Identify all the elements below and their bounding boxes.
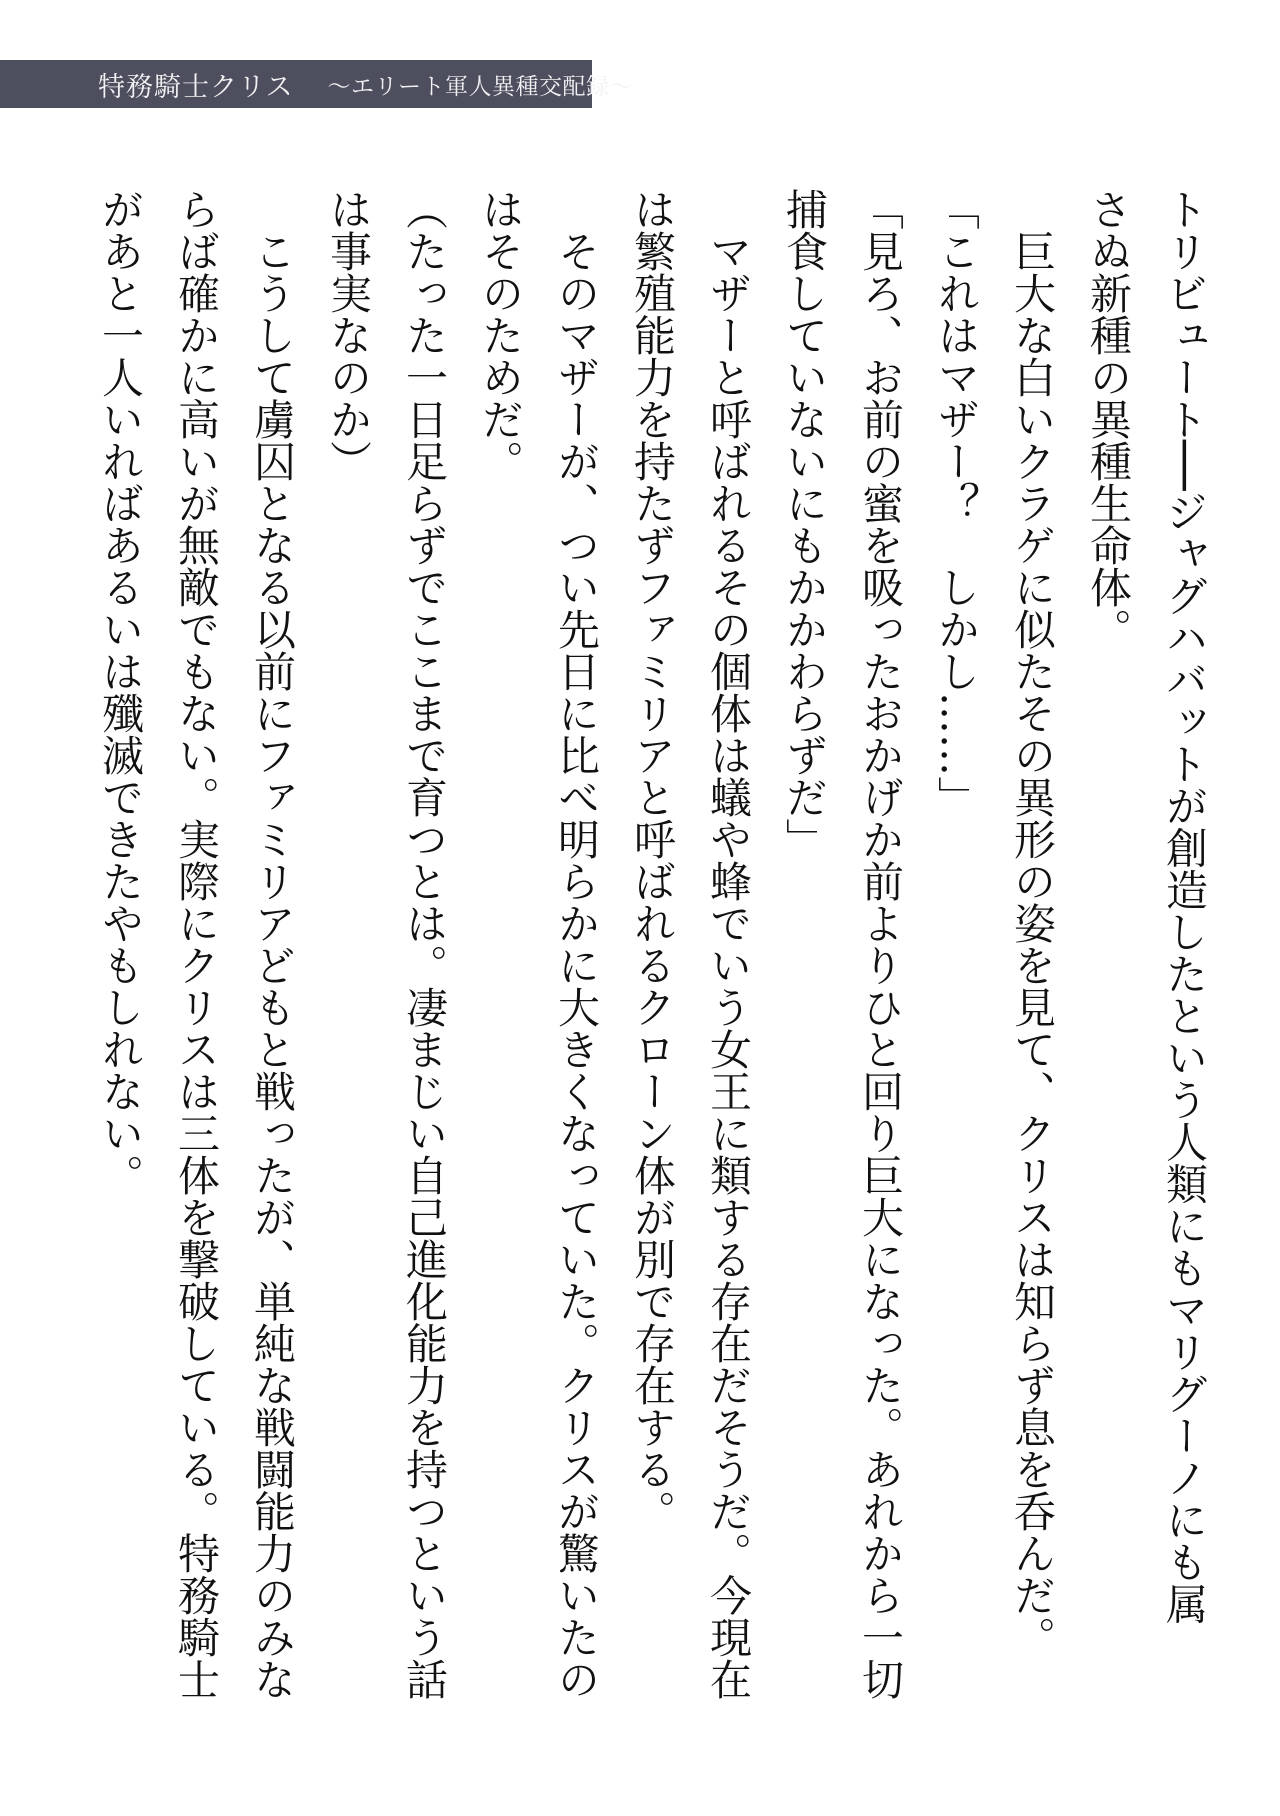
text-line: 巨大な白いクラゲに似たその異形の姿を見て、クリスは知らず息を呑んだ。 — [1008, 230, 1057, 1658]
text-line: そのマザーが、つい先日に比べ明らかに大きくなっていた。クリスが驚いたの — [552, 230, 601, 1700]
text-line: は繁殖能力を持たずファミリアと呼ばれるクローン体が別で存在する。 — [628, 188, 677, 1532]
book-subtitle: 〜エリート軍人異種交配録〜 — [327, 73, 633, 100]
text-line: はそのためだ。 — [476, 188, 525, 482]
text-line: 「これはマザー？ しかし……」 — [932, 188, 981, 818]
text-line: （たった一日足らずでここまで育つとは。凄まじい自己進化能力を持つという話 — [400, 188, 449, 1700]
text-line: らば確かに高いが無敵でもない。実際にクリスは三体を撃破している。特務騎士 — [172, 188, 221, 1700]
book-title: 特務騎士クリス — [98, 71, 294, 103]
running-header — [0, 60, 633, 108]
text-line: さぬ新種の異種生命体。 — [1084, 188, 1133, 650]
text-line: があと一人いればあるいは殲滅できたやもしれない。 — [96, 188, 145, 1196]
text-line: 捕食していないにもかかわらずだ」 — [780, 188, 829, 860]
text-line: マザーと呼ばれるその個体は蟻や蜂でいう女王に類する存在だそうだ。今現在 — [704, 230, 753, 1700]
text-line: は事実なのか） — [324, 188, 373, 482]
text-line: 「見ろ、お前の蜜を吸ったおかげか前よりひと回り巨大になった。あれから一切 — [856, 188, 905, 1700]
text-line: こうして虜囚となる以前にファミリアどもと戦ったが、単純な戦闘能力のみな — [248, 230, 297, 1700]
vertical-body-text — [82, 188, 1222, 1748]
text-line: トリビュート──ジャグハバットが創造したという人類にもマリグーノにも属 — [1160, 188, 1209, 1625]
